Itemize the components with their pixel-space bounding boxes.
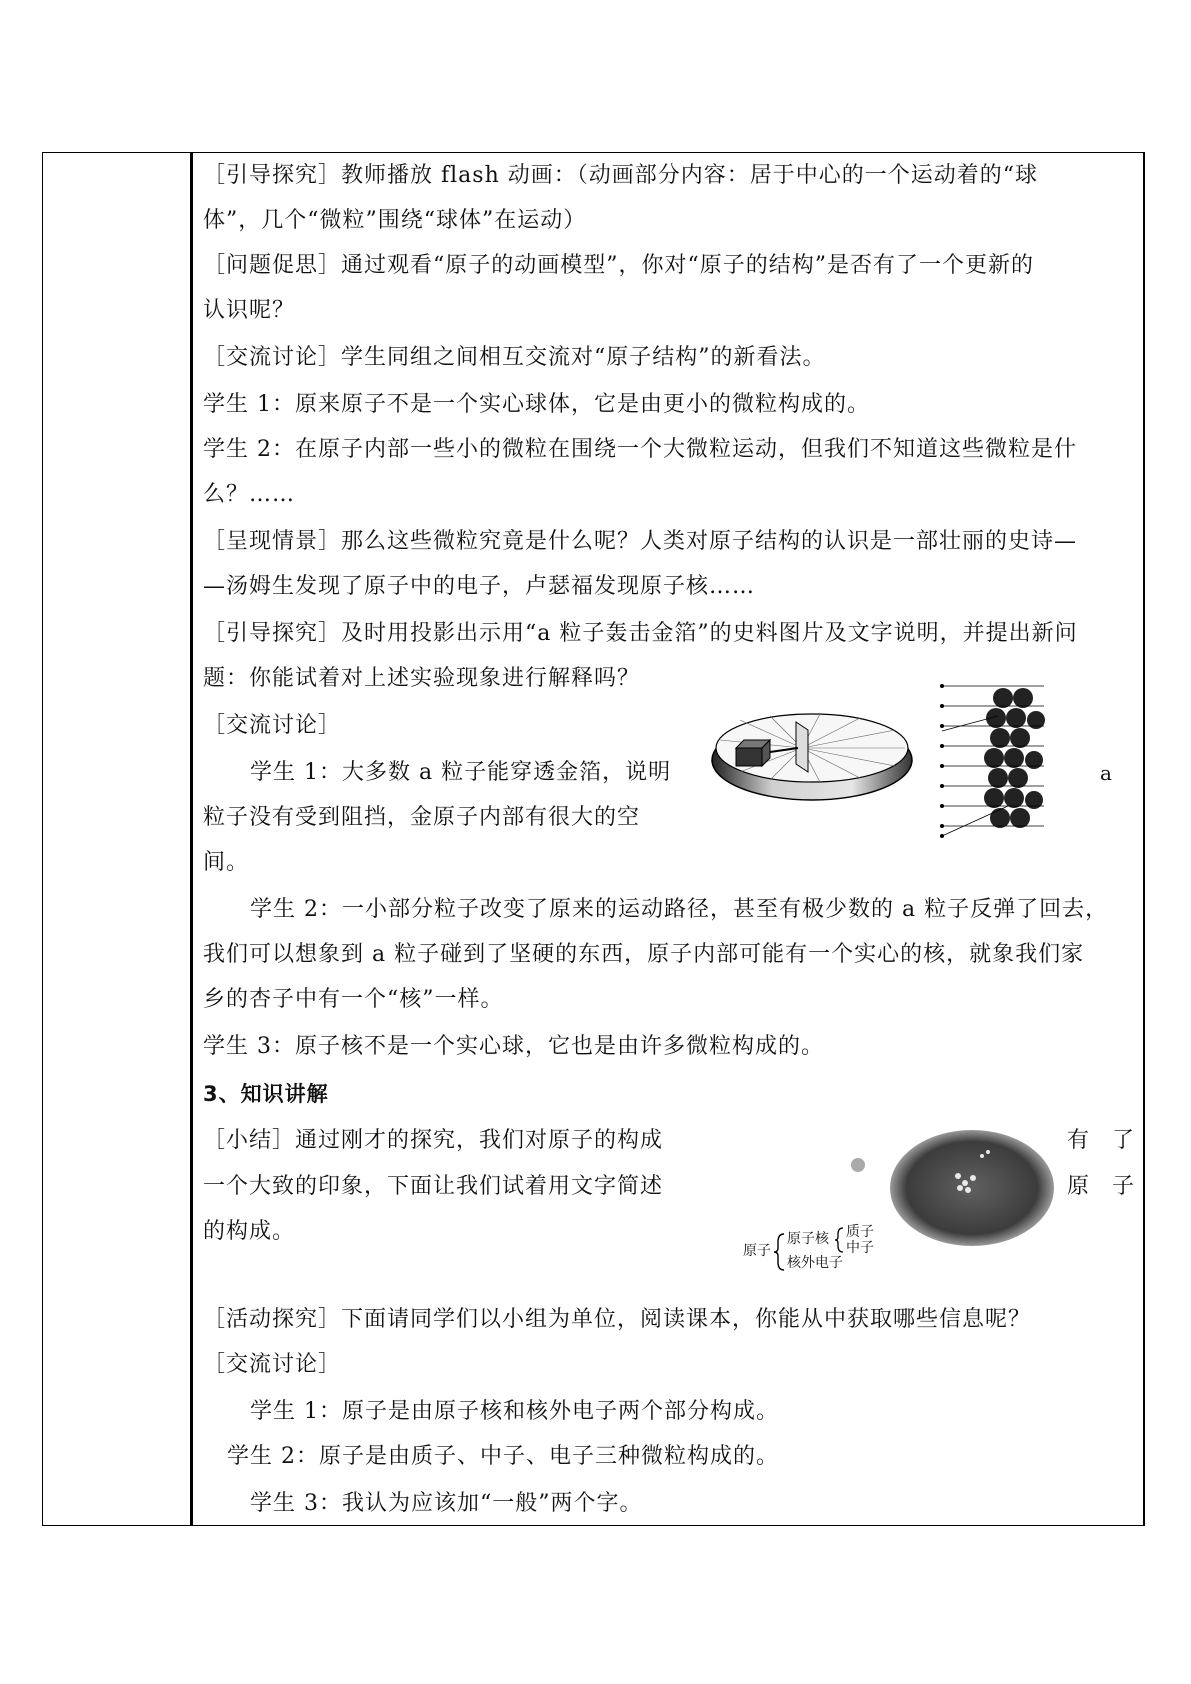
- text-line: 一个大致的印象，下面让我们试着用文字简述: [203, 1174, 664, 1199]
- text-line: 学生 1：原子是由原子核和核外电子两个部分构成。: [250, 1399, 779, 1424]
- alpha-scattering-figure: [938, 676, 1048, 841]
- text-line: —汤姆生发现了原子中的电子，卢瑟福发现原子核……: [203, 574, 756, 599]
- text-line: 体”，几个“微粒”围绕“球体”在运动）: [203, 208, 587, 233]
- text-line: ［交流讨论］: [203, 713, 342, 738]
- text-line: 粒子没有受到阻挡，金原子内部有很大的空: [203, 805, 641, 830]
- text-line: 学生 2：一小部分粒子改变了原来的运动路径，甚至有极少数的 a 粒子反弹了回去，: [250, 897, 1109, 922]
- text-line: ［交流讨论］: [203, 1352, 342, 1377]
- text-line: 的构成。: [203, 1219, 296, 1244]
- text-line: ［交流讨论］学生同组之间相互交流对“原子结构”的新看法。: [203, 345, 826, 370]
- wrapped-word: 原: [1067, 1174, 1090, 1199]
- text-line: 间。: [203, 850, 250, 875]
- text-line: 题：你能试着对上述实验现象进行解释吗？: [203, 666, 641, 691]
- text-line: 学生 1：原来原子不是一个实心球体，它是由更小的微粒构成的。: [203, 392, 870, 417]
- text-line: 学生 3：原子核不是一个实心球，它也是由许多微粒构成的。: [203, 1034, 824, 1059]
- text-line: 学生 2：在原子内部一些小的微粒在围绕一个大微粒运动，但我们不知道这些微粒是什: [203, 437, 1077, 462]
- text-line: 学生 3：我认为应该加“一般”两个字。: [250, 1491, 643, 1516]
- text-line: 我们可以想象到 a 粒子碰到了坚硬的东西，原子内部可能有一个实心的核，就象我们家: [203, 942, 1085, 967]
- text-line: ［引导探究］及时用投影出示用“a 粒子轰击金箔”的史料图片及文字说明，并提出新问: [203, 621, 1078, 646]
- diagram-nucleus: 原子核: [787, 1231, 829, 1247]
- diagram-proton: 质子: [846, 1224, 874, 1240]
- diagram-neutron: 中子: [846, 1240, 874, 1256]
- text-line: 认识呢？: [203, 298, 296, 323]
- text-line: 么？……: [203, 482, 296, 507]
- brace-icon: [833, 1226, 845, 1254]
- diagram-root: 原子: [743, 1243, 771, 1259]
- text-line: ［呈现情景］那么这些微粒究竟是什么呢？人类对原子结构的认识是一部壮丽的史诗—: [203, 529, 1078, 554]
- brace-icon: [772, 1232, 786, 1272]
- diagram-electron: 核外电子: [787, 1255, 843, 1271]
- text-line: 学生 2：原子是由质子、中子、电子三种微粒构成的。: [227, 1444, 779, 1469]
- gold-foil-apparatus-figure: [710, 700, 915, 805]
- figure-label: a: [1100, 761, 1112, 785]
- text-line: 学生 1：大多数 a 粒子能穿透金箔，说明: [250, 760, 672, 785]
- column-divider: [190, 152, 193, 1526]
- wrapped-word: 有: [1067, 1128, 1090, 1153]
- text-line: ［引导探究］教师播放 flash 动画：（动画部分内容：居于中心的一个运动着的“球: [203, 163, 1038, 188]
- text-line: 乡的杏子中有一个“核”一样。: [203, 987, 504, 1012]
- wrapped-word: 子: [1112, 1174, 1135, 1199]
- text-line: ［问题促思］通过观看“原子的动画模型”，你对“原子的结构”是否有了一个更新的: [203, 253, 1034, 278]
- wrapped-word: 了: [1112, 1128, 1135, 1153]
- section-heading: 3、知识讲解: [203, 1082, 329, 1106]
- text-line: ［小结］通过刚才的探究，我们对原子的构成: [203, 1128, 664, 1153]
- text-line: ［活动探究］下面请同学们以小组为单位，阅读课本，你能从中获取哪些信息呢？: [203, 1307, 1032, 1332]
